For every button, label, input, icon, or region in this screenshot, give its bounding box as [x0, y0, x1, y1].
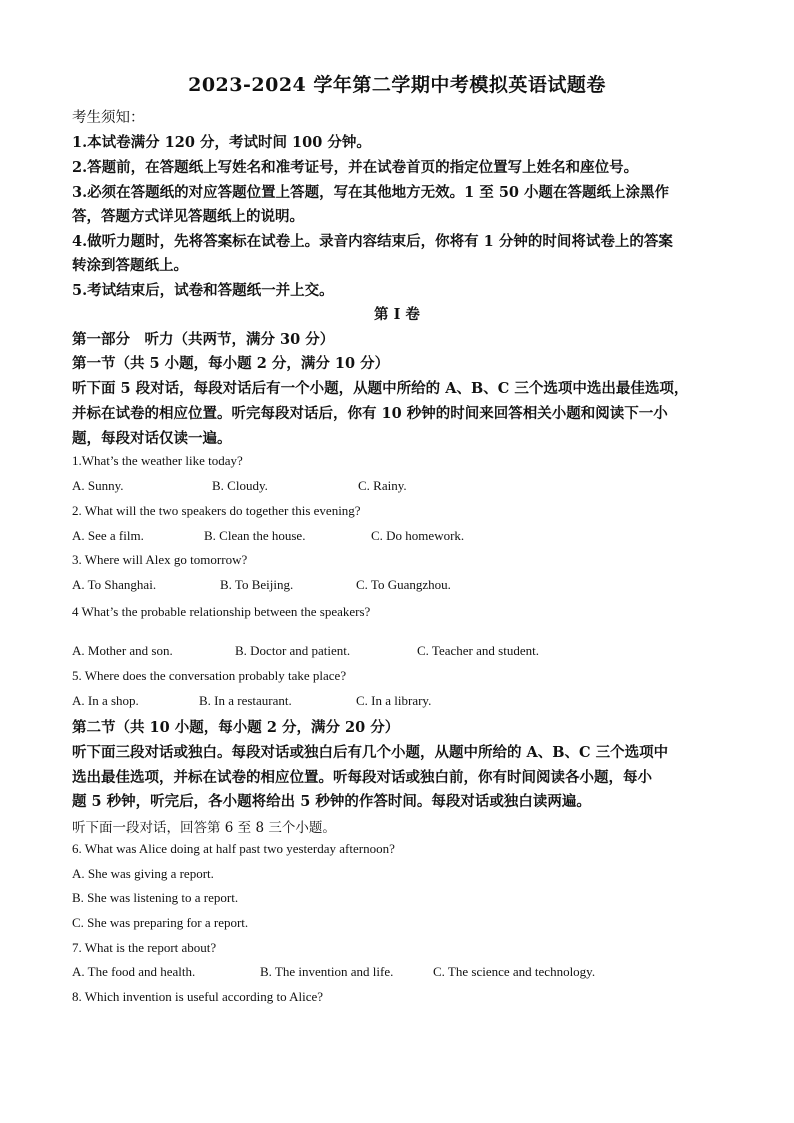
section2-heading: 第二节（共 10 小题，每小题 2 分，满分 20 分） — [72, 719, 400, 736]
notice-line-5: 5.考试结束后，试卷和答题纸一并上交。 — [72, 282, 334, 299]
section1-instruction-2: 并标在试卷的相应位置。听完每段对话后，你有 10 秒钟的时间来回答相关小题和阅读下一小 — [72, 405, 668, 422]
option-b: B. To Beijing. — [220, 577, 294, 592]
section2-instruction-2: 选出最佳选项，并标在试卷的相应位置。听每段对话或独白前，你有时间阅读各小题，每小 — [72, 769, 652, 786]
question-2: 2. What will the two speakers do together this evening? — [72, 503, 361, 518]
section2-instruction-1: 听下面三段对话或独白。每段对话或独白后有几个小题，从题中所给的 A、B、C 三个选项中 — [72, 744, 669, 761]
option-a: A. Sunny. — [72, 478, 124, 493]
option-a: A. In a shop. — [72, 693, 139, 708]
notice-heading: 考生须知： — [72, 110, 145, 126]
question-5: 5. Where does the conversation probably take place? — [72, 668, 347, 683]
option-a: A. The food and health. — [72, 964, 196, 979]
option-c: C. Do homework. — [371, 528, 465, 543]
option-a: A. To Shanghai. — [72, 577, 157, 592]
option-c: C. To Guangzhou. — [356, 577, 451, 592]
question-8: 8. Which invention is useful according to Alice? — [72, 989, 324, 1004]
option-b: B. Cloudy. — [212, 478, 268, 493]
option-c: C. The science and technology. — [433, 964, 596, 979]
notice-line-4-cont: 转涂到答题纸上。 — [72, 257, 188, 274]
option-b: B. Doctor and patient. — [235, 643, 351, 658]
part1-heading: 第一部分 听力（共两节，满分 30 分） — [72, 331, 335, 348]
question-1: 1.What’s the weather like today? — [72, 453, 243, 468]
notice-line-2: 2.答题前，在答题纸上写姓名和准考证号，并在试卷首页的指定位置写上姓名和座位号。 — [72, 159, 639, 176]
question-7: 7. What is the report about? — [72, 940, 217, 955]
question-6-option-b: B. She was listening to a report. — [72, 890, 239, 905]
notice-line-3: 3.必须在答题纸的对应答题位置上答题，写在其他地方无效。1 至 50 小题在答题纸上涂黑作 — [72, 184, 670, 201]
notice-line-1: 1.本试卷满分 120 分，考试时间 100 分钟。 — [72, 134, 371, 151]
option-b: B. In a restaurant. — [199, 693, 292, 708]
volume-heading: 第 I 卷 — [374, 306, 420, 323]
option-a: A. Mother and son. — [72, 643, 173, 658]
notice-line-3-cont: 答，答题方式详见答题纸上的说明。 — [72, 208, 304, 225]
option-b: B. Clean the house. — [204, 528, 306, 543]
question-6-option-a: A. She was giving a report. — [72, 866, 214, 881]
section2-lead: 听下面一段对话，回答第 6 至 8 三个小题。 — [72, 820, 336, 836]
exam-title: 2023-2024 学年第二学期中考模拟英语试题卷 — [188, 74, 606, 96]
section2-instruction-3: 题 5 秒钟，听完后，各小题将给出 5 秒钟的作答时间。每段对话或独白读两遍。 — [72, 793, 591, 810]
option-c: C. Rainy. — [358, 478, 407, 493]
section1-instruction-1: 听下面 5 段对话，每段对话后有一个小题，从题中所给的 A、B、C 三个选项中选出最佳选项， — [72, 380, 689, 397]
section1-heading: 第一节（共 5 小题，每小题 2 分，满分 10 分） — [72, 355, 390, 372]
question-6: 6. What was Alice doing at half past two yesterday afternoon? — [72, 841, 395, 856]
option-b: B. The invention and life. — [260, 964, 394, 979]
question-4: 4 What’s the probable relationship between the speakers? — [72, 604, 371, 619]
section1-instruction-3: 题，每段对话仅读一遍。 — [72, 430, 232, 447]
option-c: C. In a library. — [356, 693, 432, 708]
notice-line-4: 4.做听力题时，先将答案标在试卷上。录音内容结束后，你将有 1 分钟的时间将试卷上的答案 — [72, 233, 673, 250]
question-6-option-c: C. She was preparing for a report. — [72, 915, 249, 930]
option-c: C. Teacher and student. — [417, 643, 539, 658]
option-a: A. See a film. — [72, 528, 144, 543]
question-3: 3. Where will Alex go tomorrow? — [72, 552, 248, 567]
